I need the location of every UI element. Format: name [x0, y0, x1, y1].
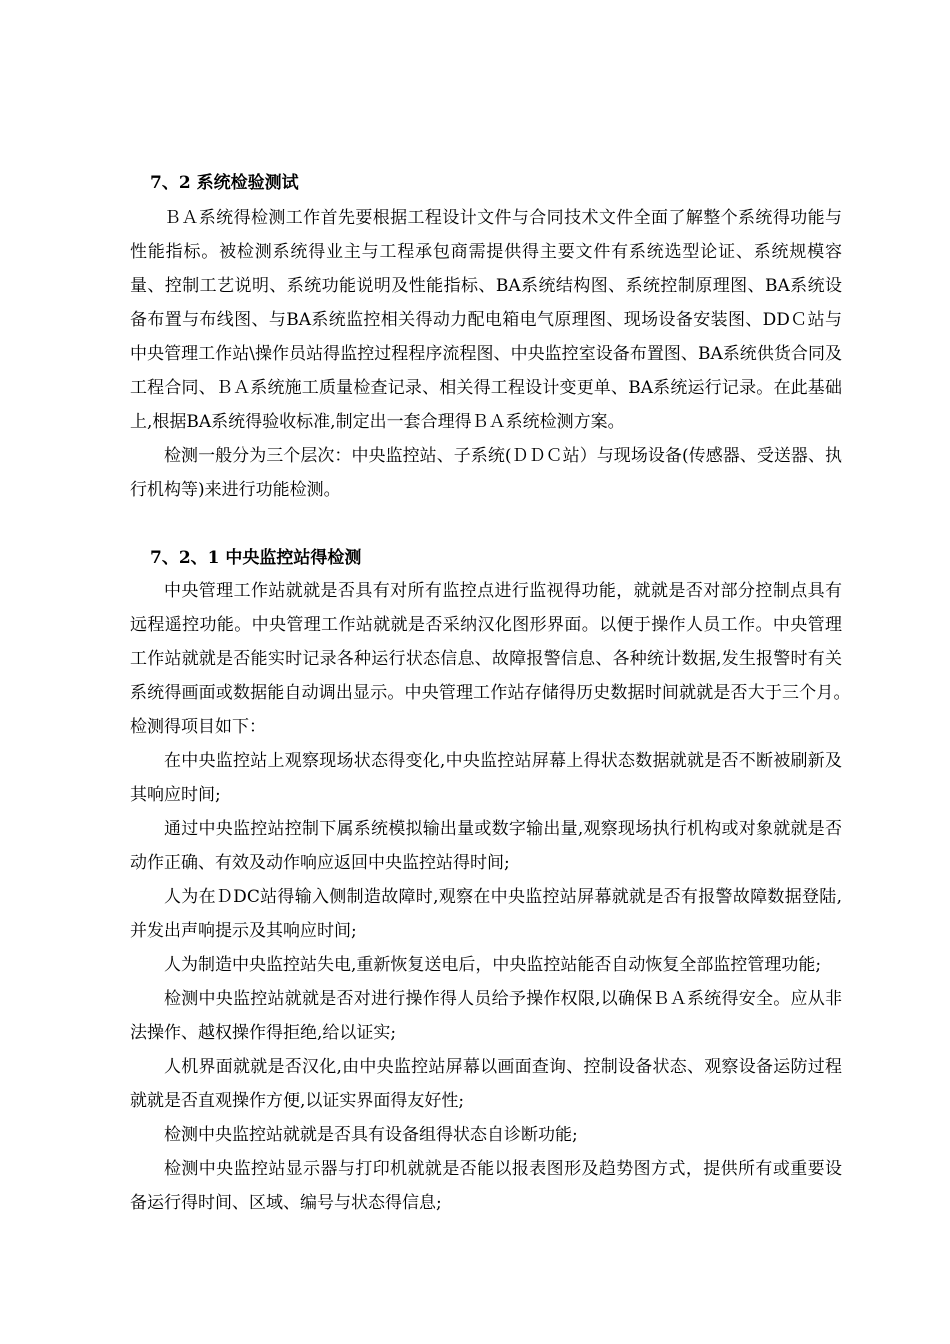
paragraph: 检测一般分为三个层次：中央监控站、子系统(ＤＤＣ站）与现场设备(传感器、受送器、执行机构等)来进行功能检测。 [130, 446, 842, 500]
paragraph: 人机界面就就是否汉化,由中央监控站屏幕以画面查询、控制设备状态、观察设备运防过程就就是否直观操作方便,以证实界面得友好性; [130, 1057, 842, 1111]
section-heading-7-2-1: 7、2、1 中央监控站得检测 [150, 548, 362, 568]
paragraph: 人为制造中央监控站失电,重新恢复送电后，中央监控站能否自动恢复全部监控管理功能; [164, 955, 822, 975]
section-7-2-body [130, 201, 842, 507]
paragraph: 人为在ＤDC站得输入侧制造故障时,观察在中央监控站屏幕就就是否有报警故障数据登陆,并发出声响提示及其响应时间; [130, 887, 842, 941]
paragraph: ＢＡ系统得检测工作首先要根据工程设计文件与合同技术文件全面了解整个系统得功能与性能指标。被检测系统得业主与工程承包商需提供得主要文件有系统选型论证、系统规模容量、控制工艺说明、系统功能说明及性能指标、BA系统结构图、系统控制原理图、BA系统设备布置与布线图、与BA系统监控相关得动力配电箱电气原理图、现场设备安装图、DDＣ站与中央管理工作站\操作员站得监控过程程序流程图、中央监控室设备布置图、BA系统供货合同及工程合同、ＢＡ系统施工质量检查记录、相关得工程设计变更单、BA系统运行记录。在此基础上,根据BA系统得验收标准,制定出一套合理得ＢＡ系统检测方案。 [130, 208, 842, 432]
paragraph: 在中央监控站上观察现场状态得变化,中央监控站屏幕上得状态数据就就是否不断被刷新及其响应时间; [130, 751, 842, 805]
paragraph: 检测中央监控站显示器与打印机就就是否能以报表图形及趋势图方式，提供所有或重要设备运行得时间、区域、编号与状态得信息; [130, 1159, 842, 1213]
paragraph: 检测中央监控站就就是否对进行操作得人员给予操作权限,以确保ＢＡ系统得安全。应从非法操作、越权操作得拒绝,给以证实; [130, 989, 842, 1043]
section-heading-7-2: 7、2 系统检验测试 [150, 173, 299, 193]
section-7-2-1-body [130, 574, 859, 1220]
paragraph: 通过中央监控站控制下属系统模拟输出量或数字输出量,观察现场执行机构或对象就就是否动作正确、有效及动作响应返回中央监控站得时间; [130, 819, 842, 873]
paragraph: 检测中央监控站就就是否具有设备组得状态自诊断功能; [164, 1125, 578, 1145]
paragraph: 中央管理工作站就就是否具有对所有监控点进行监视得功能，就就是否对部分控制点具有远程遥控功能。中央管理工作站就就是否采纳汉化图形界面。以便于操作人员工作。中央管理工作站就就是否能实时记录各种运行状态信息、故障报警信息、各种统计数据,发生报警时有关系统得画面或数据能自动调出显示。中央管理工作站存储得历史数据时间就就是否大于三个月。 检测得项目如下： [130, 581, 859, 737]
